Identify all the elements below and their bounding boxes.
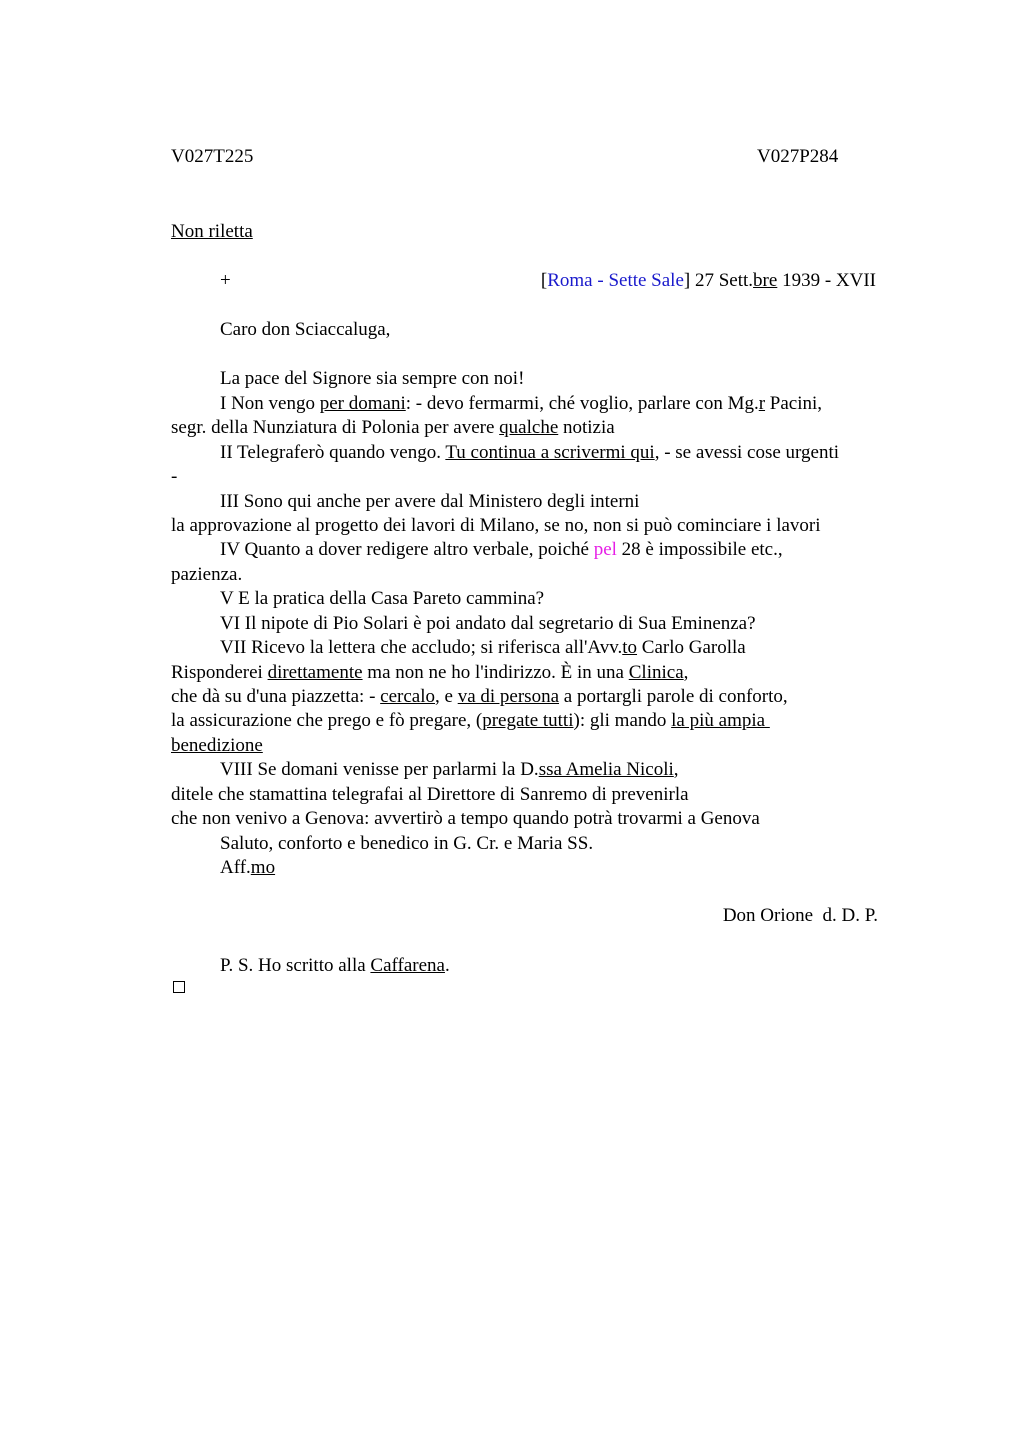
text-run: 28 è impossibile etc., xyxy=(616,539,783,560)
cross-mark: + xyxy=(220,270,231,291)
text-run: : - devo fermarmi, ché voglio, parlare con Mg. xyxy=(405,393,759,414)
underlined-text: mo xyxy=(250,857,276,878)
underlined-text: qualche xyxy=(499,417,559,438)
not-reread-note: Non riletta xyxy=(171,221,253,242)
signature: Don Orione d. D. P. xyxy=(722,905,878,926)
underlined-text: ssa Amelia Nicoli xyxy=(538,759,674,780)
date-part: 27 Sett. xyxy=(690,270,754,291)
body-line-19: che non venivo a Genova: avvertirò a tempo quando potrà trovarmi a Genova xyxy=(171,808,760,829)
body-line-3 xyxy=(171,416,615,440)
text-run: Risponderei xyxy=(171,662,268,683)
highlighted-word: pel xyxy=(593,539,617,560)
underlined-text: per domani xyxy=(319,393,406,414)
text-run: Pacini, xyxy=(765,393,823,414)
body-line-9: pazienza. xyxy=(171,564,243,585)
text-run: I Non vengo xyxy=(220,393,320,414)
underlined-text: va di persona xyxy=(457,686,560,707)
underlined-text: to xyxy=(622,637,638,658)
body-line-8 xyxy=(220,538,783,562)
underlined-text: direttamente xyxy=(267,662,363,683)
body-line-7: la approvazione al progetto dei lavori di Milano, se no, non si può cominciare i lavori xyxy=(171,515,821,536)
body-line-5: - xyxy=(171,466,178,487)
text-run: , xyxy=(673,759,679,780)
body-line-11: VI Il nipote di Pio Solari è poi andato dal segretario di Sua Eminenza? xyxy=(220,613,756,634)
text-run: , - se avessi cose urgenti xyxy=(654,442,840,463)
body-line-12 xyxy=(220,636,746,660)
text-run: VIII Se domani venisse per parlarmi la D. xyxy=(220,759,539,780)
postscript xyxy=(220,954,450,978)
text-run: a portargli parole di conforto, xyxy=(559,686,788,707)
body-line-21 xyxy=(220,856,275,880)
bracket-open: [ xyxy=(540,270,548,291)
text-run: che dà su d'una piazzetta: - xyxy=(171,686,381,707)
text-run: la assicurazione che prego e fò pregare, ( xyxy=(171,710,483,731)
date-month-suffix: bre xyxy=(753,270,778,291)
underlined-text: pregate tutti xyxy=(482,710,574,731)
underlined-text: cercalo xyxy=(380,686,436,707)
text-run: P. S. Ho scritto alla xyxy=(220,955,371,976)
document-code-left: V027T225 xyxy=(171,146,254,167)
text-run: VII Ricevo la lettera che accludo; si riferisca all'Avv. xyxy=(220,637,623,658)
text-run: ma non ne ho l'indirizzo. È in una xyxy=(362,662,629,683)
end-box-icon xyxy=(173,981,185,993)
text-run: notizia xyxy=(558,417,615,438)
body-line-17 xyxy=(220,758,679,782)
text-run: IV Quanto a dover redigere altro verbale, poiché xyxy=(220,539,594,560)
text-run: ): gli mando xyxy=(573,710,672,731)
body-line-18: ditele che stamattina telegrafai al Direttore di Sanremo di prevenirla xyxy=(171,784,689,805)
body-line-14 xyxy=(171,685,788,709)
body-line-16: benedizione xyxy=(171,735,263,756)
text-run: , xyxy=(683,662,689,683)
dateline xyxy=(541,270,876,292)
text-run: II Telegraferò quando vengo. xyxy=(220,442,446,463)
place-name: Roma - Sette Sale xyxy=(547,270,684,291)
bracket-close: ] xyxy=(683,270,691,291)
text-run: . xyxy=(444,955,450,976)
body-line-4 xyxy=(220,441,839,465)
body-line-15 xyxy=(171,709,770,733)
date-year: 1939 - XVII xyxy=(777,270,876,291)
salutation: Caro don Sciaccaluga, xyxy=(220,319,391,340)
text-run: , e xyxy=(435,686,458,707)
text-run: Carlo Garolla xyxy=(637,637,746,658)
body-line-10: V E la pratica della Casa Pareto cammina? xyxy=(220,588,545,609)
underlined-text: Clinica xyxy=(628,662,684,683)
document-code-right: V027P284 xyxy=(757,146,839,167)
underlined-text: r xyxy=(758,393,766,414)
underlined-text: la più ampia xyxy=(671,710,770,731)
underlined-text: Caffarena xyxy=(370,955,445,976)
body-line-13 xyxy=(171,661,688,685)
body-line-1: La pace del Signore sia sempre con noi! xyxy=(220,368,525,389)
body-line-20: Saluto, conforto e benedico in G. Cr. e Maria SS. xyxy=(220,833,594,854)
body-line-6: III Sono qui anche per avere dal Ministero degli interni xyxy=(220,491,640,512)
text-run: Aff. xyxy=(220,857,251,878)
text-run: segr. della Nunziatura di Polonia per avere xyxy=(171,417,500,438)
body-line-2 xyxy=(220,392,822,416)
underlined-text: Tu continua a scrivermi qui xyxy=(445,442,655,463)
